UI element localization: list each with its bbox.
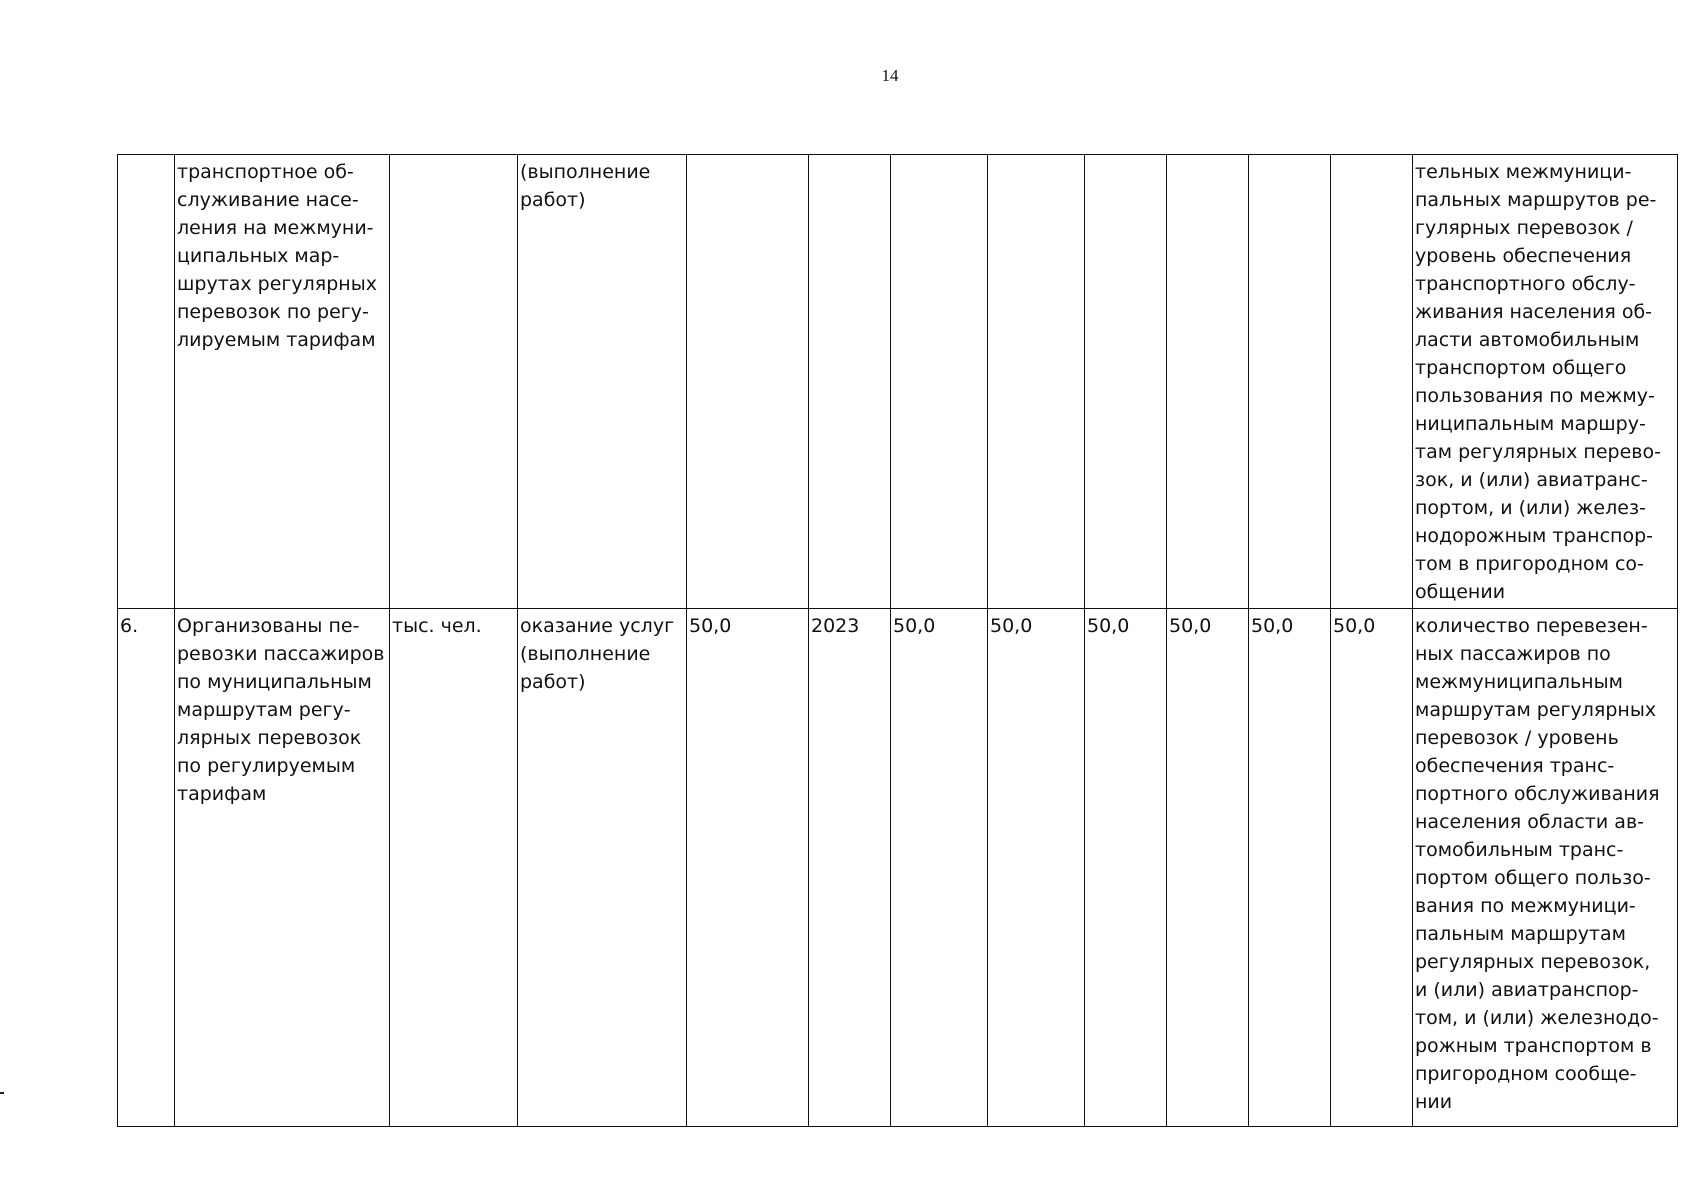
page-number: 14: [881, 66, 899, 85]
cell-value-2: 50,0: [988, 609, 1085, 1127]
cell-base-year: [809, 155, 891, 609]
cell-base-value: 50,0: [687, 609, 809, 1127]
cell-type: оказание услуг (выполнение работ): [518, 609, 687, 1127]
cell-type: (выполнение работ): [518, 155, 687, 609]
cell-value-5: [1249, 155, 1331, 609]
indicators-table: [117, 154, 1678, 1127]
cell-unit: тыс. чел.: [390, 609, 518, 1127]
cell-unit: [390, 155, 518, 609]
cell-value-1: [891, 155, 988, 609]
cell-base-value: [687, 155, 809, 609]
cell-indicator: количество перевезен- ных пассажиров по межмуниципальным маршрутам регулярных перевозок / уровень обеспечения транс- портного обслуживания населения области ав- томобильным транс- портом общего пользо- вания по межмуници- пальным маршрутам регулярных перевозок, и (или) авиатранспор- том, и (или) железнодо- рожным транспортом в пригородном сообще- нии: [1413, 609, 1678, 1127]
cell-value-3: [1085, 155, 1167, 609]
table-row-6: [118, 609, 1678, 1127]
cell-value-3: 50,0: [1085, 609, 1167, 1127]
cell-result-name: транспортное об- служивание насе- ления на межмуни- ципальных мар- шрутах регулярных перевозок по регу- лируемым тарифам: [175, 155, 390, 609]
cell-value-5: 50,0: [1249, 609, 1331, 1127]
cell-value-2: [988, 155, 1085, 609]
cell-result-name: Организованы пе- ревозки пассажиров по муниципальным маршрутам регу- лярных перевозок по регулируемым тарифам: [175, 609, 390, 1127]
cell-value-6: [1331, 155, 1413, 609]
table-row-continued: [118, 155, 1678, 609]
cell-indicator: тельных межмуници- пальных маршрутов ре- гулярных перевозок / уровень обеспечения транспортного обслу- живания населения об- ласти автомобильным транспортом общего пользования по межму- ниципальным маршру- там регулярных перево- зок, и (или) авиатранс- портом, и (или) желез- нодорожным транспор- том в пригородном со- общении: [1413, 155, 1678, 609]
cell-value-6: 50,0: [1331, 609, 1413, 1127]
scan-margin-mark: [0, 1092, 4, 1094]
cell-value-4: 50,0: [1167, 609, 1249, 1127]
cell-base-year: 2023: [809, 609, 891, 1127]
cell-value-4: [1167, 155, 1249, 609]
cell-value-1: 50,0: [891, 609, 988, 1127]
cell-number: [118, 155, 175, 609]
cell-number: 6.: [118, 609, 175, 1127]
